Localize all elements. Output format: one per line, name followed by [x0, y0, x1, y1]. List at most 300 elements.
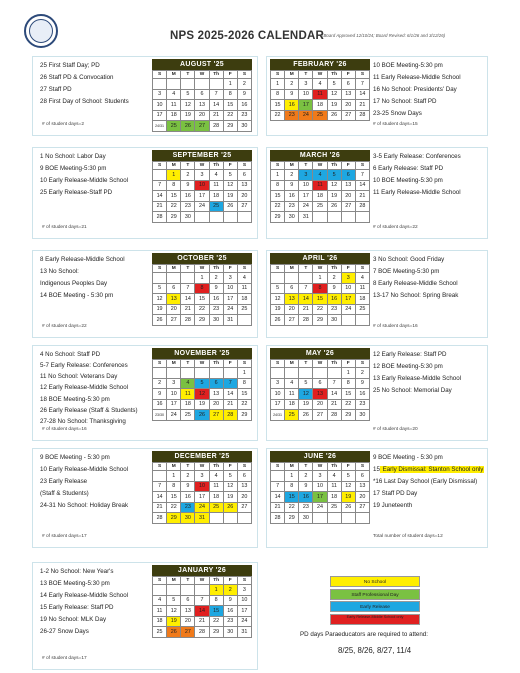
week-row — [271, 368, 370, 379]
day-cell: 29 — [237, 410, 251, 421]
day-cell: 4 — [153, 595, 167, 606]
day-cell: 26 — [327, 201, 341, 212]
day-cell — [223, 513, 237, 524]
day-cell: 26 — [153, 315, 167, 326]
week-row — [153, 471, 252, 482]
event-text: No School: Holiday Break — [55, 502, 129, 509]
day-cell: 2 — [153, 378, 167, 389]
day-cell: 22 — [271, 110, 285, 121]
weekday-6: S — [237, 360, 251, 368]
day-cell: 20 — [167, 304, 181, 315]
day-cell: 16 — [181, 492, 195, 503]
event-item — [40, 189, 112, 196]
day-cell — [195, 585, 209, 596]
week-row — [153, 399, 252, 410]
day-cell — [153, 79, 167, 90]
weekday-1: M — [285, 463, 299, 471]
event-item — [40, 628, 89, 635]
weekday-0: S — [271, 71, 285, 79]
day-cell: 14 — [153, 191, 167, 202]
weekday-1: M — [285, 162, 299, 170]
month-title: JUNE '26 — [270, 451, 370, 462]
day-cell: 28 — [355, 201, 369, 212]
day-cell: 7 — [355, 170, 369, 181]
day-cell: 30 — [223, 627, 237, 638]
month-title: APRIL '26 — [270, 253, 370, 264]
event-item — [373, 478, 485, 485]
day-cell — [167, 273, 181, 284]
day-cell: 12 — [195, 389, 209, 400]
week-row — [271, 212, 370, 223]
event-date: 3-5 — [373, 153, 382, 160]
event-date: 12 — [373, 363, 380, 370]
legend-staff-pd: Staff Professional Day — [330, 589, 420, 600]
event-text: No School: Staff PD — [43, 351, 101, 358]
day-cell: 19 — [167, 616, 181, 627]
day-cell: 24 — [223, 304, 237, 315]
day-cell — [195, 368, 209, 379]
day-cell: 3 — [195, 170, 209, 181]
month-grid — [152, 462, 252, 524]
day-cell: 1 — [341, 368, 355, 379]
day-cell: 19 — [327, 100, 341, 111]
day-cell: 19 — [271, 304, 285, 315]
weekday-6: S — [355, 265, 369, 273]
day-cell: 20 — [313, 399, 327, 410]
event-text: Early Release — [46, 478, 88, 485]
day-cell: 16 — [327, 294, 341, 305]
day-cell: 2 — [181, 170, 195, 181]
day-cell — [167, 368, 181, 379]
event-item — [40, 177, 128, 184]
legend — [330, 576, 420, 626]
weekday-2: T — [181, 360, 195, 368]
day-cell: 4 — [181, 378, 195, 389]
weekday-4: Th — [327, 162, 341, 170]
day-cell: 29 — [195, 315, 209, 326]
day-cell — [237, 315, 251, 326]
event-text: Early Release-Middle School — [46, 384, 129, 392]
weekday-3: W — [195, 577, 209, 585]
day-cell: 27 — [181, 627, 195, 638]
event-item — [40, 592, 128, 599]
event-date: 17 — [373, 490, 380, 497]
day-cell: 2 — [355, 368, 369, 379]
day-cell: 9 — [327, 283, 341, 294]
event-item — [40, 292, 113, 299]
day-cell — [167, 585, 181, 596]
day-cell: 22 — [209, 616, 223, 627]
day-cell: 7 — [195, 595, 209, 606]
week-row — [153, 191, 252, 202]
day-cell: 30 — [327, 315, 341, 326]
day-cell: 26 — [223, 502, 237, 513]
day-cell: 18 — [237, 294, 251, 305]
weekday-row — [271, 71, 370, 79]
day-cell: 8 — [285, 481, 299, 492]
weekday-2: T — [181, 162, 195, 170]
day-cell — [355, 513, 369, 524]
month-title: SEPTEMBER '25 — [152, 150, 252, 161]
day-cell: 6 — [355, 471, 369, 482]
day-cell: 18 — [209, 492, 223, 503]
day-cell: 1 — [271, 79, 285, 90]
student-day-count: # of student days=20 — [373, 427, 418, 432]
day-cell: 23 — [327, 304, 341, 315]
day-cell: 24 — [237, 616, 251, 627]
weekday-2: T — [181, 71, 195, 79]
day-cell: 14 — [223, 389, 237, 400]
day-cell: 13 — [237, 481, 251, 492]
day-cell: 20 — [355, 492, 369, 503]
weekday-row — [271, 463, 370, 471]
day-cell: 4 — [167, 89, 181, 100]
event-date: 13 — [40, 268, 47, 275]
month-grid — [152, 161, 252, 223]
legend-no-school: No School — [330, 576, 420, 587]
event-date: *16 — [373, 478, 383, 485]
week-row — [153, 492, 252, 503]
day-cell: 18 — [167, 110, 181, 121]
event-text: Early Release-Middle School — [46, 177, 129, 184]
event-date: 13-17 — [373, 292, 389, 299]
event-date: 8 — [373, 280, 377, 287]
day-cell: 8 — [195, 283, 209, 294]
day-cell: 13 — [209, 389, 223, 400]
event-text: Staff PD & Convocation — [46, 74, 114, 81]
day-cell: 20 — [341, 191, 355, 202]
day-cell: 6 — [237, 471, 251, 482]
day-cell — [271, 471, 285, 482]
event-date: 27-28 — [40, 417, 56, 425]
day-cell: 11 — [355, 283, 369, 294]
day-cell: 20 — [285, 304, 299, 315]
weekday-row — [153, 360, 252, 368]
day-cell: 25 — [153, 627, 167, 638]
week-row — [153, 121, 252, 132]
day-cell: 18 — [313, 191, 327, 202]
student-day-count: # of student days=2 — [42, 122, 85, 127]
day-cell: 2 — [327, 273, 341, 284]
day-cell: 10 — [223, 283, 237, 294]
event-date: 17 — [373, 98, 380, 105]
day-cell: 11 — [285, 389, 299, 400]
day-cell: 19 — [195, 399, 209, 410]
event-item — [373, 177, 485, 184]
day-cell: 5 — [271, 283, 285, 294]
month-grid — [152, 264, 252, 326]
week-row — [271, 294, 370, 305]
day-cell: 14 — [195, 606, 209, 617]
week-row — [271, 502, 370, 513]
week-row — [153, 180, 252, 191]
day-cell: 6 — [313, 378, 327, 389]
weekday-3: W — [195, 265, 209, 273]
day-cell — [153, 368, 167, 379]
event-text: No School: MLK Day — [46, 616, 107, 623]
day-cell: 27 — [355, 502, 369, 513]
month-title: DECEMBER '25 — [152, 451, 252, 462]
weekday-5: F — [341, 463, 355, 471]
weekday-4: Th — [327, 71, 341, 79]
day-cell: 18 — [327, 492, 341, 503]
day-cell: 14 — [355, 89, 369, 100]
event-text: Early Dismissal: Stanton School only — [380, 466, 484, 473]
week-row — [153, 585, 252, 596]
day-cell: 4 — [209, 170, 223, 181]
day-cell: 6 — [181, 595, 195, 606]
day-cell — [195, 79, 209, 90]
event-text: BOE Meeting-5:30 pm — [379, 177, 443, 184]
event-date: 12 — [40, 384, 47, 392]
weekday-6: S — [237, 265, 251, 273]
weekday-3: W — [313, 265, 327, 273]
event-text: BOE Meeting-5:30 pm — [379, 62, 443, 69]
event-text: BOE Meeting-5:30 pm — [46, 395, 110, 403]
day-cell: 17 — [299, 191, 313, 202]
day-cell: 6 — [237, 170, 251, 181]
day-cell: 3 — [313, 471, 327, 482]
event-text: Early Release: Conferences — [381, 153, 461, 160]
week-row — [271, 513, 370, 524]
day-cell: 3 — [153, 89, 167, 100]
day-cell: 25 — [167, 121, 181, 132]
week-row — [271, 410, 370, 421]
event-item — [373, 268, 485, 275]
event-text: Early Release-Middle School — [379, 189, 461, 196]
weekday-3: W — [195, 162, 209, 170]
day-cell: 3 — [271, 378, 285, 389]
day-cell: 16 — [285, 100, 299, 111]
day-cell: 16 — [355, 389, 369, 400]
event-date: 10 — [40, 177, 47, 184]
day-cell: 7 — [181, 283, 195, 294]
day-cell: 13 — [313, 389, 327, 400]
event-item — [373, 86, 485, 93]
day-cell: 5 — [341, 471, 355, 482]
day-cell: 19 — [153, 304, 167, 315]
day-cell — [313, 368, 327, 379]
week-row — [271, 110, 370, 121]
event-item — [373, 502, 485, 509]
event-item — [40, 280, 107, 287]
event-item — [373, 256, 485, 263]
weekday-6: S — [355, 71, 369, 79]
week-row — [153, 315, 252, 326]
week-row — [271, 79, 370, 90]
day-cell: 25 — [355, 304, 369, 315]
day-cell: 13 — [285, 294, 299, 305]
day-cell: 25 — [209, 502, 223, 513]
day-cell — [299, 368, 313, 379]
event-text: BOE Meeting - 5:30 pm — [46, 292, 114, 299]
day-cell: 20 — [195, 110, 209, 121]
event-text: BOE Meeting-5:30 pm — [43, 165, 107, 172]
day-cell: 6 — [341, 170, 355, 181]
event-item — [373, 110, 485, 117]
week-row — [153, 201, 252, 212]
day-cell: 29 — [167, 212, 181, 223]
week-row — [153, 170, 252, 181]
day-cell: 12 — [327, 89, 341, 100]
event-text: Snow Days — [55, 628, 89, 635]
day-cell: 10 — [153, 100, 167, 111]
day-cell: 23 — [299, 502, 313, 513]
day-cell: 8 — [237, 378, 251, 389]
day-cell — [209, 513, 223, 524]
day-cell: 22 — [167, 201, 181, 212]
day-cell: 7 — [271, 481, 285, 492]
day-cell: 20 — [341, 100, 355, 111]
weekday-row — [271, 360, 370, 368]
event-date: 8 — [40, 256, 44, 263]
day-cell: 28 — [181, 315, 195, 326]
day-cell — [271, 273, 285, 284]
event-item — [40, 165, 106, 172]
event-item — [40, 407, 138, 414]
event-item — [40, 98, 129, 105]
day-cell: 6 — [195, 89, 209, 100]
event-date: 19 — [40, 616, 47, 623]
weekday-5: F — [223, 360, 237, 368]
event-text: No School: Labor Day — [43, 153, 106, 160]
event-text: No School: Spring Break — [388, 292, 459, 299]
day-cell: 15 — [195, 294, 209, 305]
day-cell: 16 — [209, 294, 223, 305]
month-title: MAY '26 — [270, 348, 370, 359]
day-cell: 11 — [181, 389, 195, 400]
event-date: 1 — [40, 153, 44, 160]
month-calendar-sep — [152, 150, 252, 223]
weekday-row — [153, 162, 252, 170]
event-item — [40, 478, 87, 485]
day-cell: 10 — [167, 389, 181, 400]
event-text: Early Release-Staff PD — [46, 189, 113, 196]
event-text: No School: Memorial Day — [379, 387, 452, 394]
event-text: No School: Good Friday — [376, 256, 445, 263]
weekday-4: Th — [209, 162, 223, 170]
weekday-0: S — [271, 360, 285, 368]
day-cell: 2 — [181, 471, 195, 482]
day-cell: 11 — [209, 481, 223, 492]
day-cell — [327, 212, 341, 223]
weekday-4: Th — [327, 265, 341, 273]
event-text: Early Release: Staff PD — [46, 604, 114, 611]
day-cell: 10 — [237, 595, 251, 606]
day-cell: 23 — [181, 502, 195, 513]
day-cell — [341, 513, 355, 524]
week-row — [271, 378, 370, 389]
weekday-4: Th — [209, 463, 223, 471]
event-date: 7 — [373, 268, 377, 275]
day-cell — [313, 212, 327, 223]
day-cell: 10 — [195, 180, 209, 191]
day-cell: 24 — [195, 201, 209, 212]
event-date: 19 — [373, 502, 380, 509]
week-row — [271, 399, 370, 410]
week-row — [153, 89, 252, 100]
event-date: 23-25 — [373, 110, 389, 117]
day-cell: 17 — [195, 191, 209, 202]
day-cell: 5 — [195, 378, 209, 389]
event-text: Early Release (Staff & Students) — [46, 406, 138, 414]
day-cell: 23 — [285, 110, 299, 121]
event-date: 25 — [40, 189, 47, 196]
day-cell — [355, 315, 369, 326]
day-cell: 19 — [181, 110, 195, 121]
day-cell: 5 — [167, 595, 181, 606]
month-grid — [270, 462, 370, 524]
day-cell: 4 — [209, 471, 223, 482]
student-day-count: # of student days=17 — [42, 534, 87, 539]
day-cell: 16 — [153, 399, 167, 410]
day-cell: 1 — [195, 273, 209, 284]
event-date: 14 — [40, 592, 47, 599]
day-cell — [237, 212, 251, 223]
event-date: 1-2 — [40, 568, 49, 575]
weekday-3: W — [313, 71, 327, 79]
day-cell: 29 — [285, 513, 299, 524]
day-cell: 13 — [181, 606, 195, 617]
weekday-0: S — [153, 71, 167, 79]
day-cell: 28 — [271, 513, 285, 524]
weekday-3: W — [195, 360, 209, 368]
event-item — [40, 580, 110, 587]
day-cell: 19 — [299, 399, 313, 410]
student-day-count: # of student days=21 — [42, 225, 87, 230]
day-cell: 15 — [223, 100, 237, 111]
week-row — [153, 304, 252, 315]
weekday-5: F — [341, 162, 355, 170]
event-item — [40, 490, 89, 497]
day-cell: 15 — [341, 389, 355, 400]
day-cell: 26 — [181, 121, 195, 132]
day-cell: 28 — [195, 627, 209, 638]
day-cell: 3 — [299, 170, 313, 181]
event-item — [40, 384, 128, 391]
week-row — [271, 481, 370, 492]
month-calendar-aug — [152, 59, 252, 132]
day-cell: 21 — [181, 304, 195, 315]
weekday-0: S — [271, 265, 285, 273]
event-text: Staff PD — [46, 86, 72, 93]
day-cell: 27 — [341, 110, 355, 121]
day-cell: 26 — [299, 410, 313, 421]
event-item — [40, 454, 110, 461]
weekday-5: F — [341, 71, 355, 79]
day-cell: 8 — [223, 89, 237, 100]
event-date: 9 — [373, 454, 377, 461]
event-date: 4 — [40, 351, 44, 358]
day-cell: 21 — [209, 110, 223, 121]
event-text: Early Release-Middle School — [46, 466, 129, 473]
weekday-5: F — [223, 162, 237, 170]
day-cell — [271, 368, 285, 379]
day-cell: 21 — [271, 502, 285, 513]
day-cell: 3 — [223, 273, 237, 284]
weekday-4: Th — [327, 463, 341, 471]
day-cell: 16 — [285, 191, 299, 202]
day-cell: 23 — [285, 201, 299, 212]
day-cell: 17 — [167, 399, 181, 410]
student-day-count: # of student days=15 — [373, 122, 418, 127]
weekday-1: M — [167, 265, 181, 273]
month-grid — [152, 359, 252, 421]
event-item — [373, 387, 485, 394]
weekday-2: T — [181, 265, 195, 273]
page-title: NPS 2025-2026 CALENDAR — [170, 30, 324, 42]
weekday-0: S — [271, 463, 285, 471]
